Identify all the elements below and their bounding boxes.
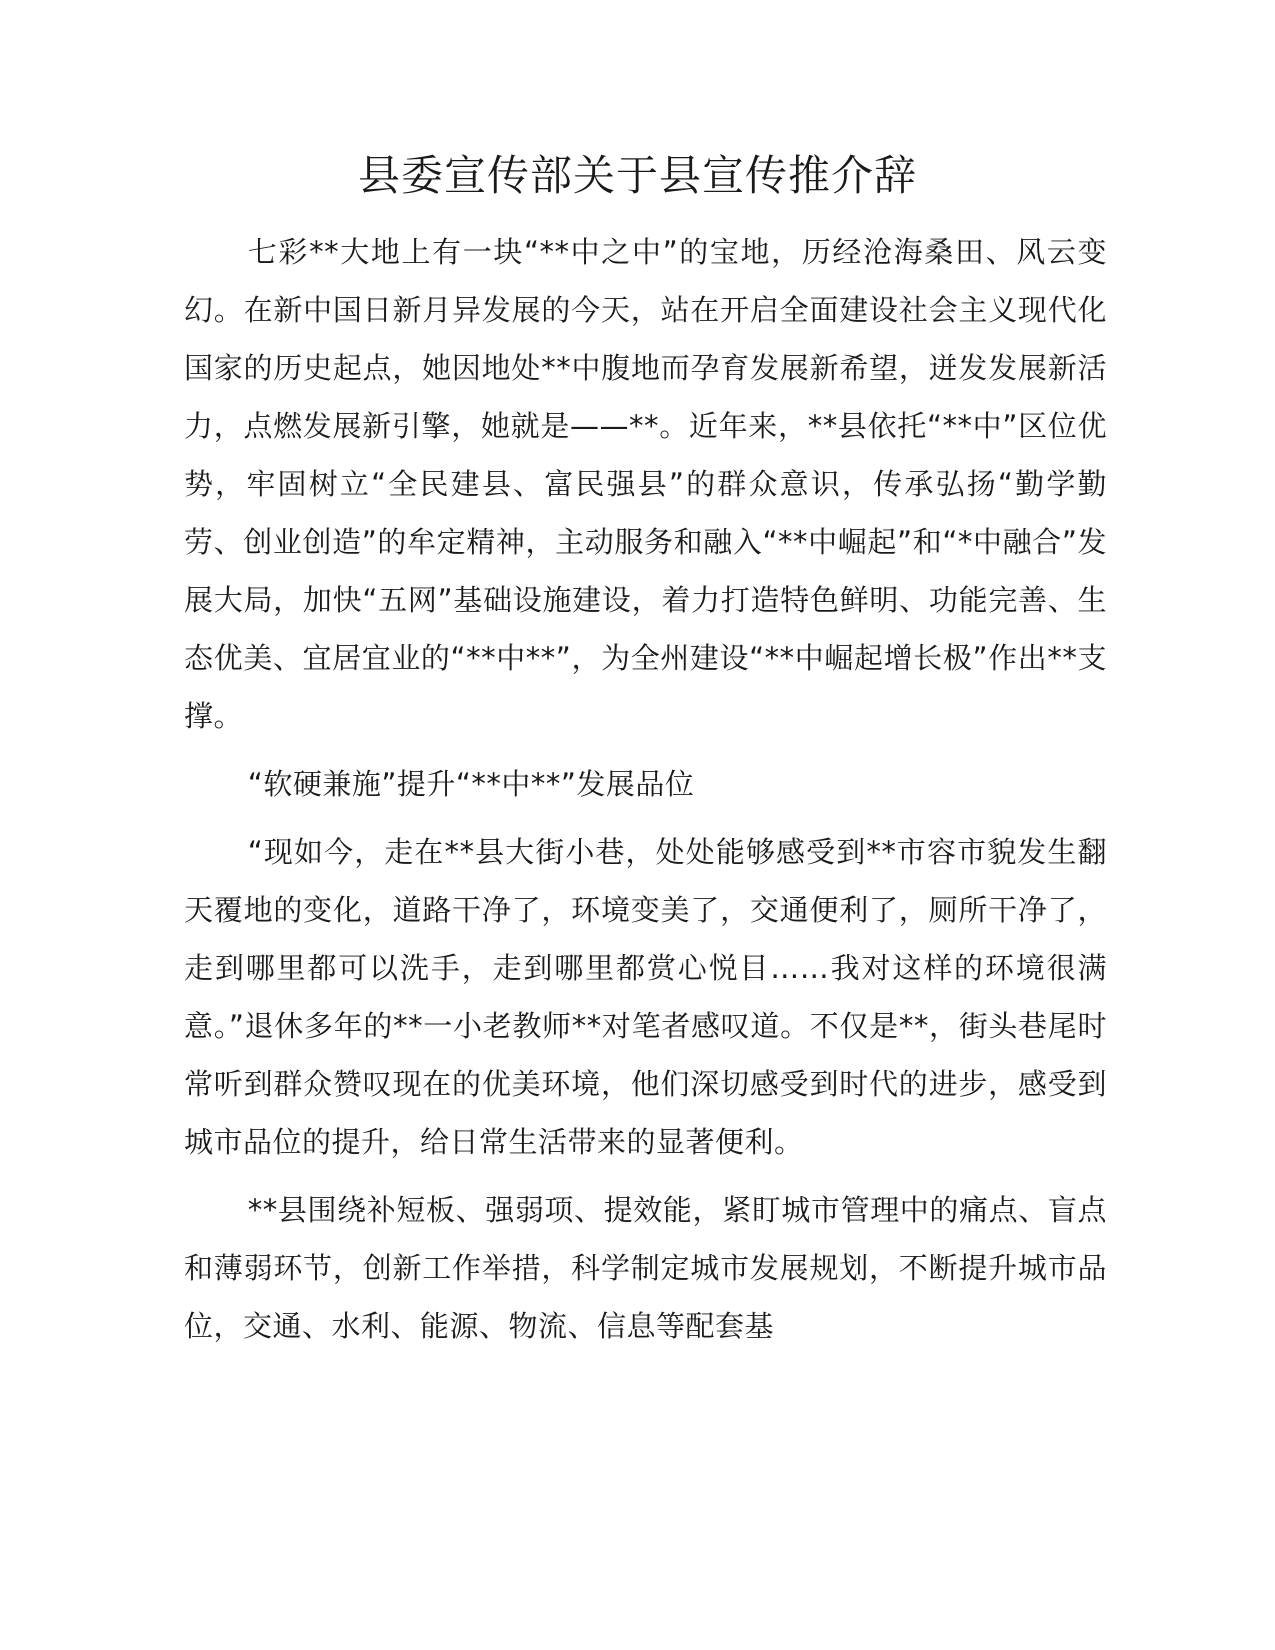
measures-paragraph: **县围绕补短板、强弱项、提效能，紧盯城市管理中的痛点、盲点和薄弱环节，创新工作举措，科学制定城市发展规划，不断提升城市品位，交通、水利、能源、物流、信息等配套基 [184, 1193, 1107, 1343]
document-body [184, 223, 1107, 1355]
section-heading: “软硬兼施”提升“**中**”发展品位 [247, 767, 695, 801]
document-title: 县委宣传部关于县宣传推介辞 [357, 151, 917, 200]
quote-paragraph: “现如今，走在**县大街小巷，处处能够感受到**市容市貌发生翻天覆地的变化，道路干净了，环境变美了，交通便利了，厕所干净了，走到哪里都可以洗手，走到哪里都赏心悦目……我对这样的环境很满意。”退休多年的**一小老教师**对笔者感叹道。不仅是**，街头巷尾时常听到群众赞叹现在的优美环境，他们深切感受到时代的进步，感受到城市品位的提升，给日常生活带来的显著便利。 [184, 835, 1107, 1159]
intro-paragraph: 七彩**大地上有一块“**中之中”的宝地，历经沧海桑田、风云变幻。在新中国日新月异发展的今天，站在开启全面建设社会主义现代化国家的历史起点，她因地处**中腹地而孕育发展新希望，迸发发展新活力，点燃发展新引擎，她就是——**。近年来，**县依托“**中”区位优势，牢固树立“全民建县、富民强县”的群众意识，传承弘扬“勤学勤劳、创业创造”的牟定精神，主动服务和融入“**中崛起”和“*中融合”发展大局，加快“五网”基础设施建设，着力打造特色鲜明、功能完善、生态优美、宜居宜业的“**中**”，为全州建设“**中崛起增长极”作出**支撑。 [184, 235, 1107, 733]
